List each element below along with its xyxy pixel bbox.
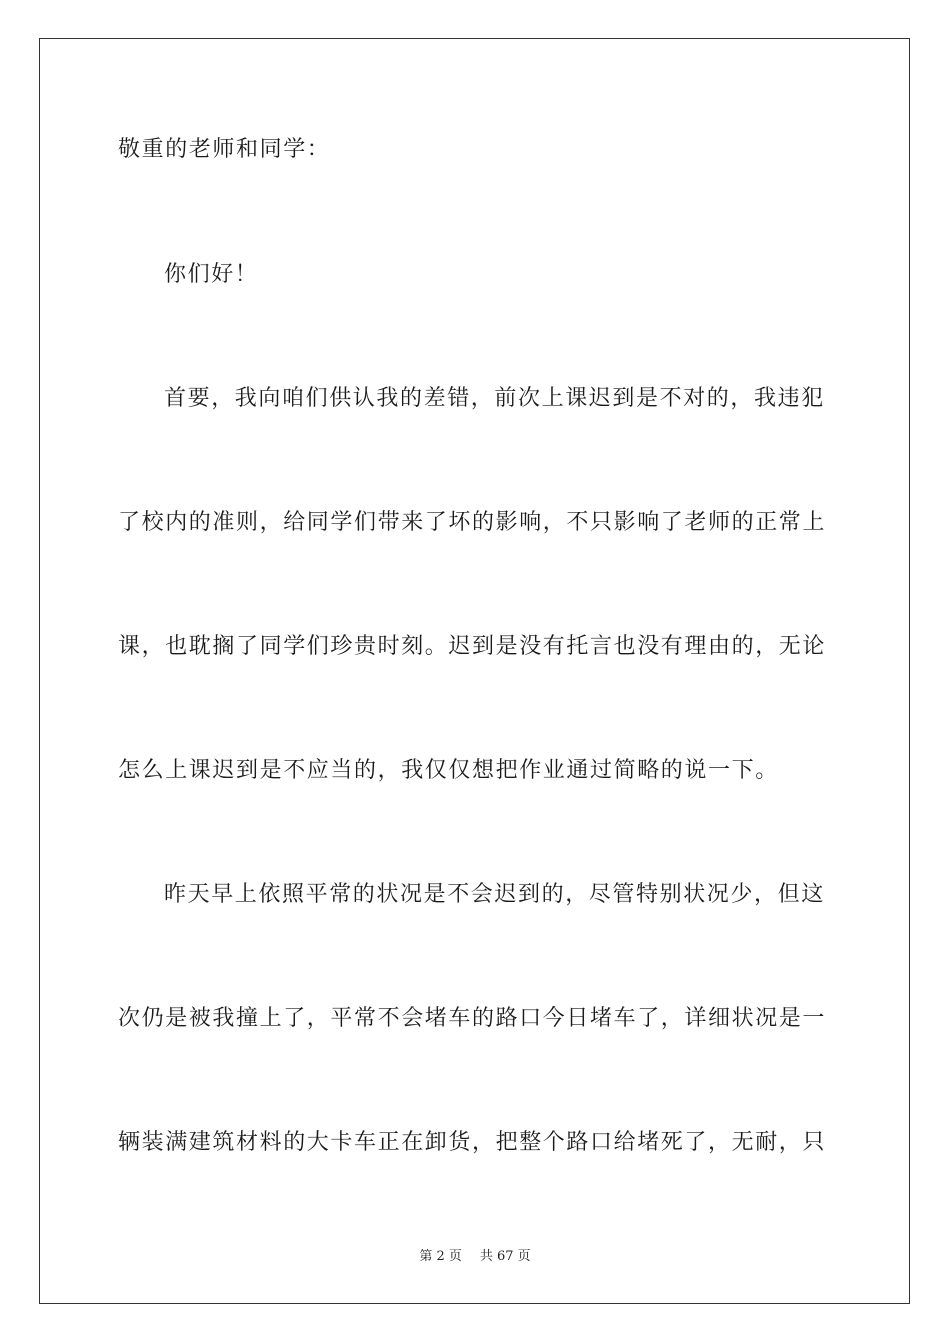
page-number: 第 2 页 — [419, 1249, 462, 1264]
paragraph-line: 怎么上课迟到是不应当的，我仅仅想把作业通过简略的说一下。 — [118, 758, 779, 783]
paragraph-line: 昨天早上依照平常的状况是不会迟到的，尽管特别状况少，但这 — [164, 882, 825, 907]
page-footer — [0, 1248, 950, 1266]
paragraph-line: 你们好！ — [164, 262, 259, 287]
page-total: 共 67 页 — [479, 1249, 531, 1264]
paragraph-line: 辆装满建筑材料的大卡车正在卸货，把整个路口给堵死了，无耐，只 — [118, 1130, 827, 1155]
page-frame — [39, 38, 910, 1304]
paragraph-line: 首要，我向咱们供认我的差错，前次上课迟到是不对的，我违犯 — [164, 386, 825, 411]
paragraph-line: 课，也耽搁了同学们珍贵时刻。迟到是没有托言也没有理由的，无论 — [118, 634, 827, 659]
paragraph-line: 了校内的准则，给同学们带来了坏的影响，不只影响了老师的正常上 — [118, 510, 827, 535]
paragraph-line: 次仍是被我撞上了，平常不会堵车的路口今日堵车了，详细状况是一 — [118, 1006, 827, 1031]
greeting-line: 敬重的老师和同学： — [118, 137, 331, 162]
